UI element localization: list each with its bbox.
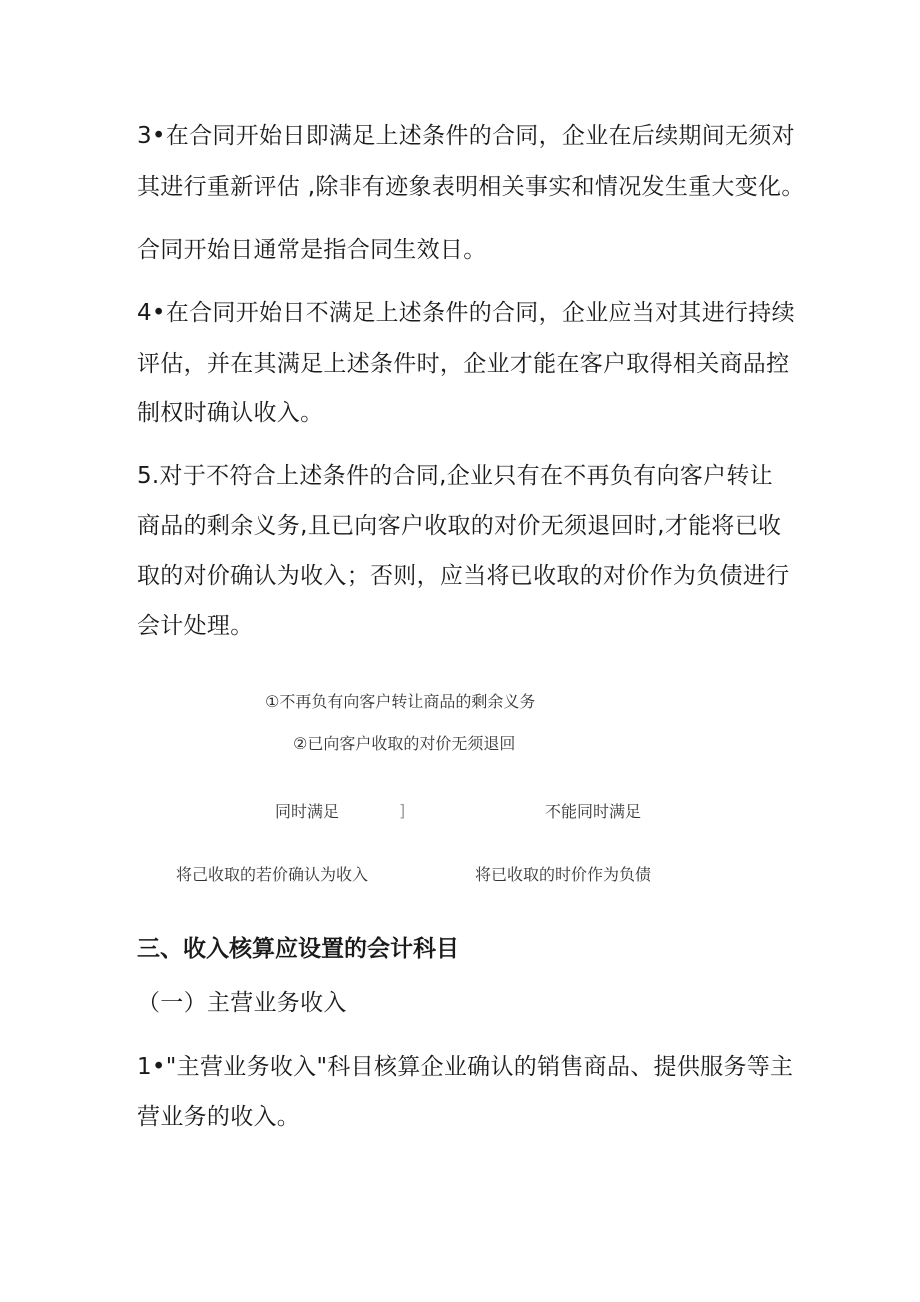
para5-line3: 取的对价确认为收入；否则，应当将已收取的对价作为负债进行 (137, 563, 790, 589)
para3-line1: 3•在合同开始日即满足上述条件的合同，企业在后续期间无须对 (137, 123, 795, 149)
branch-not-both: 不能同时满足 (545, 802, 642, 821)
result-revenue: 将己收取的若价确认为收入 (176, 865, 369, 884)
result-liability: 将已收取的时价作为负债 (475, 865, 652, 884)
para5-line4: 会计处理。 (137, 613, 254, 639)
section-heading: 三、收入核算应设置的会计科目 (137, 936, 459, 962)
para5-line2: 商品的剩余义务,且已向客户收取的对价无须退回时,才能将已收 (137, 513, 782, 539)
branch-both: 同时满足 (275, 802, 340, 821)
item1-line1: 1•"主营业务收入"科目核算企业确认的销售商品、提供服务等主 (137, 1054, 794, 1080)
para3-line2: 其进行重新评估 ,除非有迹象表明相关事实和情况发生重大变化。 (137, 174, 805, 200)
bracket-mark: ] (399, 801, 406, 820)
para-start-line1: 合同开始日通常是指合同生效日。 (137, 237, 487, 263)
subsection-heading: （一）主营业务收入 (137, 990, 347, 1016)
condition-2: ②已向客户收取的对价无须退回 (293, 734, 516, 753)
para4-line3: 制权时确认收入。 (137, 400, 324, 426)
condition-1: ①不再负有向客户转让商品的剩余义务 (265, 692, 536, 711)
para4-line1: 4•在合同开始日不满足上述条件的合同，企业应当对其进行持续 (137, 300, 795, 326)
para4-line2: 评估，并在其满足上述条件时，企业才能在客户取得相关商品控 (137, 351, 790, 377)
para5-line1: 5.对于不符合上述条件的合同,企业只有在不再负有向客户转让 (137, 463, 773, 489)
item1-line2: 营业务的收入。 (137, 1104, 301, 1130)
